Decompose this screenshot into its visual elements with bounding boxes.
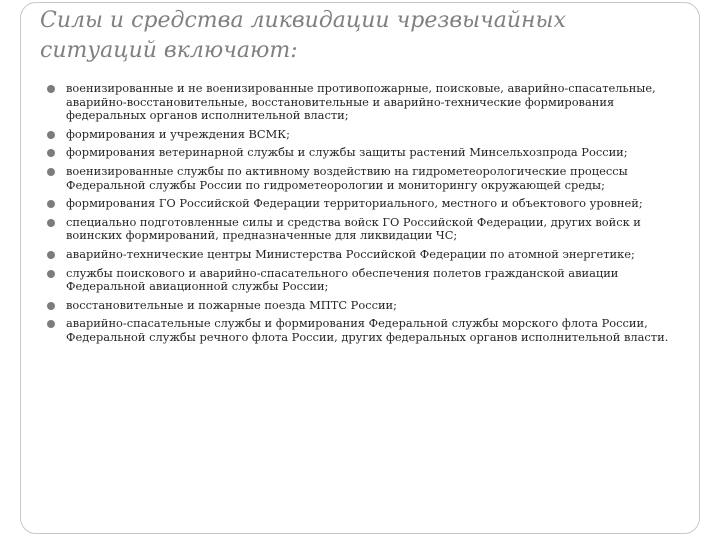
list-item-text: специально подготовленные силы и средства войск ГО Российской Федерации, других войск и воинских формирований, предназначенные для ликвидации ЧС; — [66, 214, 641, 243]
bullet-dot-icon — [47, 302, 55, 310]
list-item — [46, 197, 676, 211]
list-item — [46, 128, 676, 142]
list-item-text: аварийно-спасательные службы и формирования Федеральной службы морского флота России, Федеральной службы речного флота России, других федеральных органов исполнительной власти. — [66, 316, 669, 344]
list-item — [46, 317, 676, 344]
bullet-dot-icon — [47, 149, 55, 157]
list-item — [46, 299, 676, 313]
list-item — [46, 267, 676, 294]
bullet-dot-icon — [47, 251, 55, 259]
list-item — [46, 165, 676, 192]
list-item — [46, 216, 676, 243]
bullet-dot-icon — [47, 168, 55, 176]
bullet-dot-icon — [47, 131, 55, 139]
list-item — [46, 82, 676, 123]
list-item — [46, 146, 676, 160]
list-item-text: военизированные и не военизированные противопожарные, поисковые, аварийно-спасательные, аварийно-восстановительные, восстановительные и аварийно-технические формирования федеральных органов исполнительной власти; — [66, 81, 656, 123]
list-item-text: военизированные службы по активному воздействию на гидрометеорологические процессы Федеральной службы России по гидрометеорологии и мониторингу окружающей среды; — [66, 163, 628, 192]
bullet-dot-icon — [47, 200, 55, 208]
list-item-text: аварийно-технические центры Министерства Российской Федерации по атомной энергетике; — [66, 246, 635, 261]
list-item-text: формирования ГО Российской Федерации территориального, местного и объектового уровней; — [66, 196, 643, 211]
list-item-text: формирования и учреждения ВСМК; — [66, 126, 290, 141]
list-item — [46, 248, 676, 262]
bullet-dot-icon — [47, 85, 55, 93]
slide-title: Силы и средства ликвидации чрезвычайных ситуаций включают: — [40, 8, 566, 63]
list-item-text: формирования ветеринарной службы и службы защиты растений Минсельхозпрода России; — [66, 145, 628, 160]
bullet-dot-icon — [47, 320, 55, 328]
list-item-text: восстановительные и пожарные поезда МПТС России; — [66, 297, 397, 312]
list-item-text: службы поискового и аварийно-спасательного обеспечения полетов гражданской авиации Федеральной авиационной службы России; — [66, 265, 619, 294]
bullet-list — [46, 82, 676, 350]
bullet-dot-icon — [47, 219, 55, 227]
bullet-dot-icon — [47, 270, 55, 278]
